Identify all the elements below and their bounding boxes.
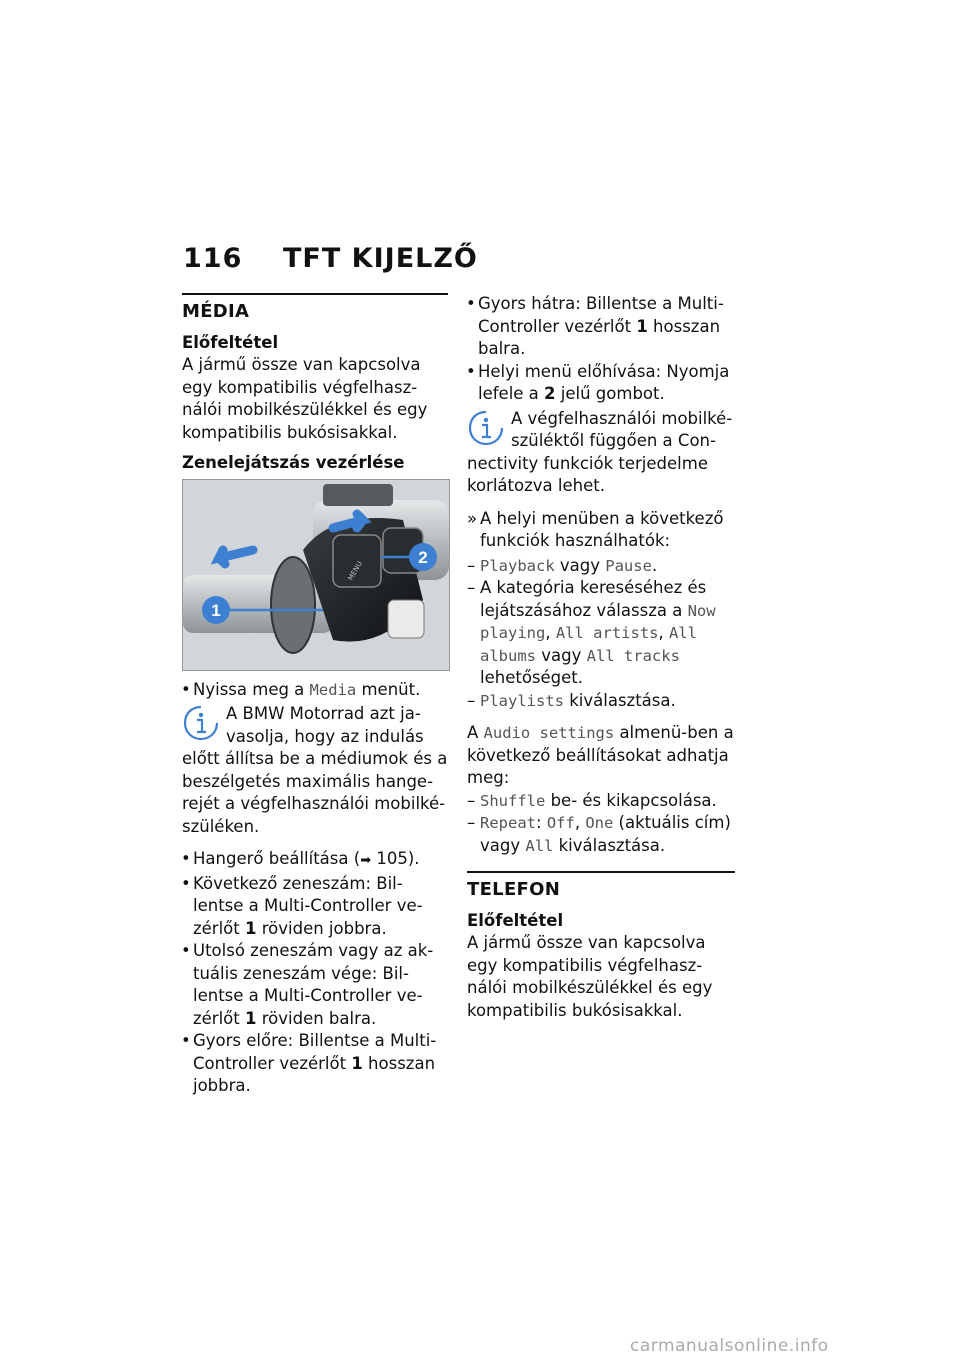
info-note <box>182 703 448 838</box>
audio-settings-para: A Audio settings almenü-ben a következő beállításokat adhatja meg: <box>467 723 734 787</box>
local-menu-bullet: • Helyi menü előhívása: Nyomja lefele a 2 jelű gombot. <box>467 361 735 406</box>
page-header <box>183 243 478 274</box>
prev-track-bullet: • Utolsó zeneszám vagy az ak-tuális zeneszám vége: Bil-lentse a Multi-Controller ve-zérlőt 1 röviden balra. <box>182 940 448 1030</box>
section-title-phone: TELEFON <box>467 879 561 900</box>
callout-1: 1 <box>211 600 221 620</box>
prereq-text: A jármű össze van kapcsolva egy kompatibilis végfelhasz-nálói mobilkészülékkel és egy kompatibilis bukósisakkal. <box>182 355 428 442</box>
phone-prereq-text: A jármű össze van kapcsolva egy kompatibilis végfelhasz-nálói mobilkészülékkel és egy kompatibilis bukósisakkal. <box>467 933 713 1020</box>
page-ref-arrow-icon: ➡ <box>360 853 372 868</box>
playback-dash: – Playback vagy Pause. <box>467 555 735 578</box>
fast-forward-bullet: • Gyors előre: Billentse a Multi-Controller vezérlőt 1 hosszan jobbra. <box>182 1030 448 1098</box>
category-dash: – A kategória kereséséhez és lejátszásához válassza a Now playing, All artists, All albums vagy All tracks lehetőséget. <box>467 577 735 690</box>
open-media-bullet: • Nyissa meg a Media menüt. <box>182 679 448 702</box>
next-track-bullet: • Következő zeneszám: Bil-lentse a Multi-Controller ve-zérlőt 1 röviden jobbra. <box>182 873 448 941</box>
watermark: carmanualsonline.info <box>630 1336 829 1356</box>
prereq-heading: Előfeltétel <box>182 332 279 352</box>
section-rule <box>182 293 448 295</box>
connectivity-note-text: A végfelhasználói mobilké-szüléktől függően a Con-nectivity funkciók terjedelme korlátozva lehet. <box>467 408 733 495</box>
local-menu-step: » A helyi menüben a következő funkciók használhatók: <box>467 508 735 553</box>
info-icon <box>182 705 220 743</box>
music-control-heading: Zenelejátszás vezérlése <box>182 453 405 472</box>
page-title: TFT KIJELZŐ <box>283 243 478 274</box>
callout-2: 2 <box>418 547 428 567</box>
section-rule <box>467 871 735 873</box>
left-column <box>182 293 448 1098</box>
playlists-dash: – Playlists kiválasztása. <box>467 690 735 713</box>
section-title-media: MÉDIA <box>182 301 250 322</box>
info-note-text: A BMW Motorrad azt ja-vasolja, hogy az indulás előtt állítsa be a médiumok és a beszélgetés maximális hange-rejét a végfelhasználói mobilké-szüléken. <box>182 704 448 836</box>
repeat-dash: – Repeat: Off, One (aktuális cím) vagy All kiválasztása. <box>467 812 735 857</box>
media-menu-code: Media <box>309 680 357 699</box>
rewind-bullet: • Gyors hátra: Billentse a Multi-Controller vezérlőt 1 hosszan balra. <box>467 293 735 361</box>
shuffle-dash: – Shuffle be- és kikapcsolása. <box>467 790 735 813</box>
volume-bullet: • Hangerő beállítása (➡ 105). <box>182 848 448 873</box>
page-number: 116 <box>183 243 243 274</box>
right-column <box>467 293 735 1030</box>
handlebar-controls-figure <box>182 479 450 671</box>
info-icon <box>467 410 505 448</box>
connectivity-note <box>467 408 735 498</box>
audio-settings-code: Audio settings <box>483 724 615 742</box>
phone-prereq-heading: Előfeltétel <box>467 910 564 930</box>
handlebar-illustration <box>183 480 449 670</box>
volume-page-ref: 105 <box>376 849 408 868</box>
menu-button-label: MENU <box>346 559 364 582</box>
